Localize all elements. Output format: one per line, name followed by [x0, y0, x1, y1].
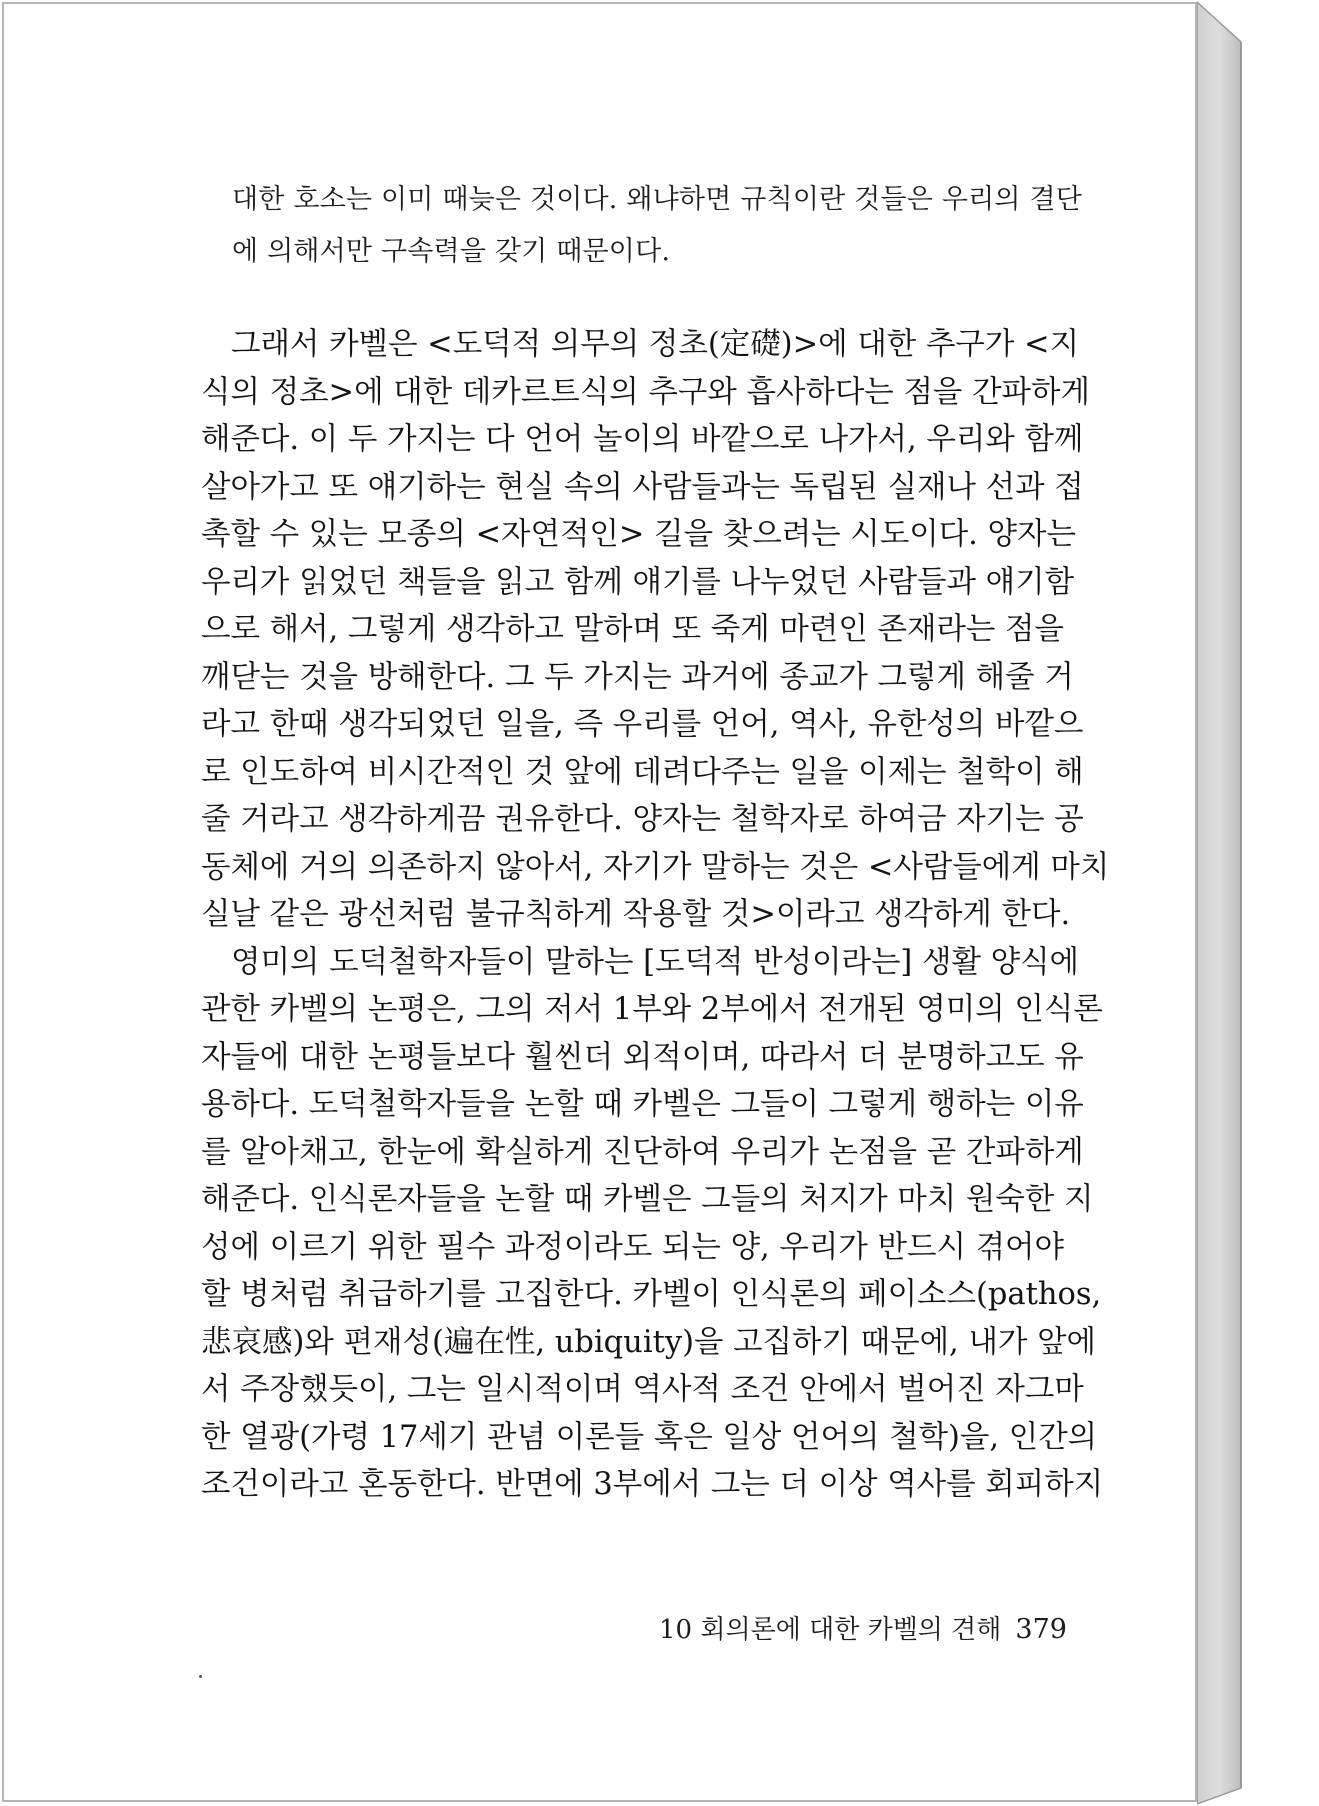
body-text — [201, 321, 1110, 1509]
text-line: 동체에 거의 의존하지 않아서, 자기가 말하는 것은 <사람들에게 마치 — [201, 849, 1110, 885]
text-line: 깨닫는 것을 방해한다. 그 두 가지는 과거에 종교가 그렇게 해줄 거 — [201, 659, 1074, 695]
page-number: 379 — [1015, 1614, 1067, 1645]
text-line: 悲哀感)와 편재성(遍在性, ubiquity)을 고집하기 때문에, 내가 앞에 — [201, 1324, 1096, 1360]
edge-face — [1197, 2, 1241, 1804]
text-line: 할 병처럼 취급하기를 고집한다. 카벨이 인식론의 페이소스(pathos, — [201, 1277, 1102, 1312]
page-stack-edge — [1197, 0, 1319, 1806]
text-line: 살아가고 또 얘기하는 현실 속의 사람들과는 독립된 실재나 선과 접 — [201, 469, 1084, 505]
paragraph-1 — [201, 321, 1110, 939]
text-line: 성에 이르기 위한 필수 과정이라도 되는 양, 우리가 반드시 겪어야 — [201, 1229, 1064, 1265]
text-line: 촉할 수 있는 모종의 <자연적인> 길을 찾으려는 시도이다. 양자는 — [201, 517, 1076, 552]
text-line: 영미의 도덕철학자들이 말하는 [도덕적 반성이라는] 생활 양식에 — [231, 944, 1080, 980]
text-line: 자들에 대한 논평들보다 훨씬더 외적이며, 따라서 더 분명하고도 유 — [201, 1039, 1084, 1075]
text-line: 해준다. 이 두 가지는 다 언어 놀이의 바깥으로 나가서, 우리와 함께 — [201, 422, 1084, 457]
quote-line: 대한 호소는 이미 때늦은 것이다. 왜냐하면 규칙이란 것들은 우리의 결단 — [232, 184, 1083, 215]
paragraph-2 — [201, 939, 1104, 1509]
running-footer — [659, 1609, 1067, 1646]
text-line: 으로 해서, 그렇게 생각하고 말하며 또 죽게 마련인 존재라는 점을 — [201, 612, 1064, 647]
text-line: 줄 거라고 생각하게끔 권유한다. 양자는 철학자로 하여금 자기는 공 — [201, 802, 1084, 837]
text-line: 로 인도하여 비시간적인 것 앞에 데려다주는 일을 이제는 철학이 해 — [201, 754, 1084, 790]
text-line: 그래서 카벨은 <도덕적 의무의 정초(定礎)>에 대한 추구가 <지 — [231, 327, 1080, 362]
book-page — [2, 2, 1197, 1802]
text-line: 해준다. 인식론자들을 논할 때 카벨은 그들의 처지가 마치 원숙한 지 — [201, 1182, 1094, 1217]
text-line: 실날 같은 광선처럼 불규칙하게 작용할 것>이라고 생각하게 한다. — [201, 897, 1071, 932]
text-line: 조건이라고 혼동한다. 반면에 3부에서 그는 더 이상 역사를 회피하지 — [201, 1467, 1104, 1502]
text-line: 식의 정초>에 대한 데카르트식의 추구와 흡사하다는 점을 간파하게 — [201, 374, 1090, 410]
text-line: 용하다. 도덕철학자들을 논할 때 카벨은 그들이 그렇게 행하는 이유 — [201, 1087, 1084, 1122]
text-line: 라고 한때 생각되었던 일을, 즉 우리를 언어, 역사, 유한성의 바깥으 — [201, 707, 1084, 742]
text-line: 서 주장했듯이, 그는 일시적이며 역사적 조건 안에서 벌어진 자그마 — [201, 1372, 1084, 1407]
print-speck — [199, 1675, 202, 1678]
quote-line: 에 의해서만 구속력을 갖기 때문이다. — [232, 236, 671, 267]
text-line: 관한 카벨의 논평은, 그의 저서 1부와 2부에서 전개된 영미의 인식론 — [201, 992, 1103, 1027]
page-edge-shape — [1197, 0, 1319, 1806]
text-line: 우리가 읽었던 책들을 읽고 함께 얘기를 나누었던 사람들과 얘기함 — [201, 564, 1075, 600]
chapter-title: 10 회의론에 대한 카벨의 견해 — [659, 1615, 1002, 1645]
block-quote — [232, 174, 1083, 278]
text-line: 를 알아채고, 한눈에 확실하게 진단하여 우리가 논점을 곧 간파하게 — [201, 1134, 1084, 1170]
text-line: 한 열광(가령 17세기 관념 이론들 혹은 일상 언어의 철학)을, 인간의 — [201, 1419, 1098, 1455]
